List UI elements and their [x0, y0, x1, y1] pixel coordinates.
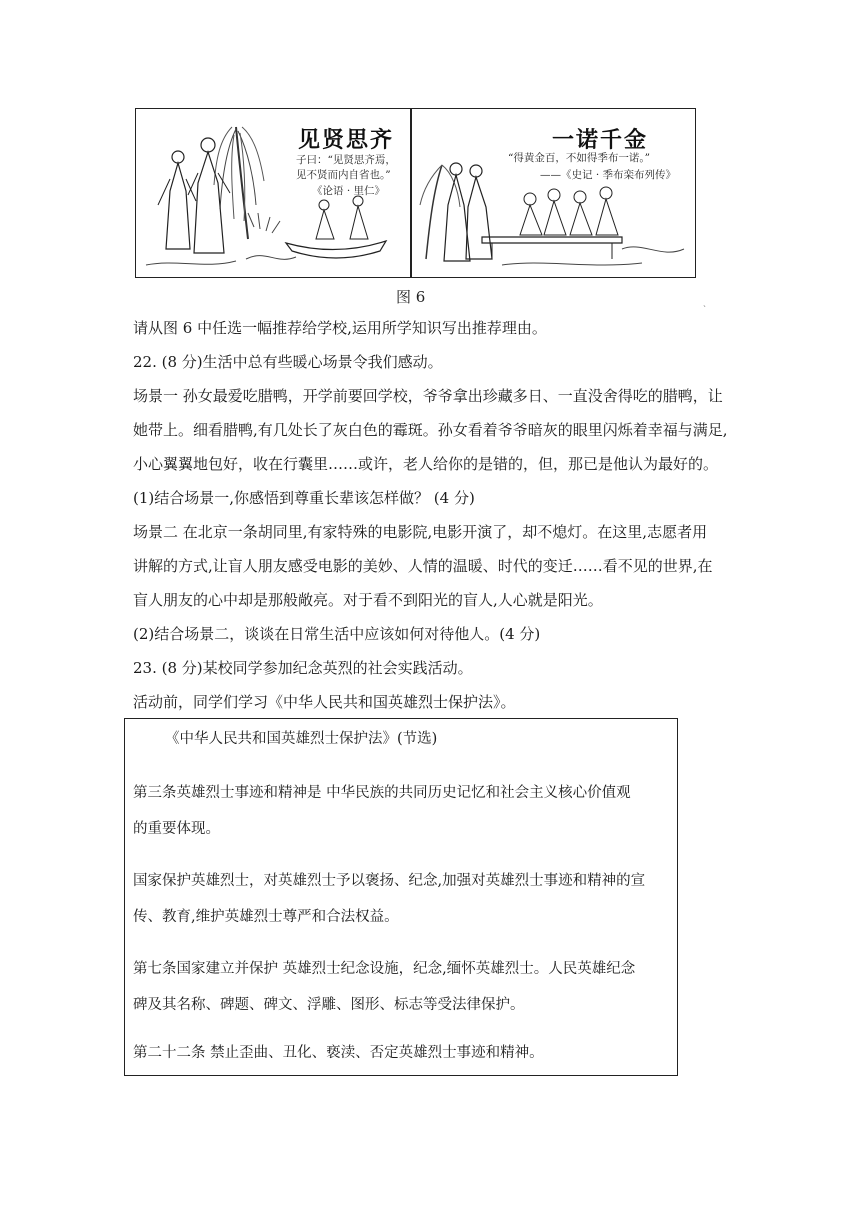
question-23-heading: 23. (8 分)某校同学参加纪念英烈的社会实践活动。	[133, 659, 473, 677]
left-panel-title: 见贤思齐	[298, 127, 395, 153]
left-panel-source: 《论语 · 里仁》	[312, 185, 386, 197]
law-excerpt-box	[124, 718, 678, 1076]
article-3-line-1: 第三条英雄烈士事迹和精神是 中华民族的共同历史记忆和社会主义核心价值观	[133, 785, 631, 801]
left-panel-quote-line2: 见不贤而内自省也。”	[296, 169, 391, 181]
figure-panel-right	[411, 108, 696, 278]
article-7-line-2: 碑及其名称、碑题、碑文、浮雕、图形、标志等受法律保护。	[133, 997, 525, 1013]
figure-caption: 图 6	[396, 288, 426, 306]
question-22-2: (2)结合场景二，谈谈在日常生活中应该如何对待他人。(4 分)	[133, 625, 541, 643]
scene-2-line-1: 场景二 在北京一条胡同里,有家特殊的电影院,电影开演了，却不熄灯。在这里,志愿者用	[133, 523, 708, 541]
scene-1-line-1: 场景一 孙女最爱吃腊鸭，开学前要回学校，爷爷拿出珍藏多日、一直没舍得吃的腊鸭，让	[133, 387, 723, 405]
right-panel-source: ——《史记 · 季布栾布列传》	[540, 169, 677, 181]
scene-2-line-3: 盲人朋友的心中却是那般敞亮。对于看不到阳光的盲人,人心就是阳光。	[133, 591, 603, 609]
article-3-line-3: 国家保护英雄烈士，对英雄烈士予以褒扬、纪念,加强对英雄烈士事迹和精神的宣	[133, 873, 646, 889]
article-3-line-2: 的重要体现。	[133, 821, 220, 837]
right-panel-quote: “得黄金百，不如得季布一诺。”	[508, 152, 650, 164]
scene-1-line-2: 她带上。细看腊鸭,有几处长了灰白色的霉斑。孙女看着爷爷暗灰的眼里闪烁着幸福与满足,	[133, 421, 728, 439]
activity-intro: 活动前，同学们学习《中华人民共和国英雄烈士保护法》。	[133, 693, 516, 711]
margin-mark: ˏ	[703, 298, 706, 308]
question-prompt: 请从图 6 中任选一幅推荐给学校,运用所学知识写出推荐理由。	[133, 319, 547, 337]
figure-6	[135, 108, 697, 280]
question-22-1: (1)结合场景一,你感悟到尊重长辈该怎样做？ (4 分)	[133, 489, 475, 507]
question-22-heading: 22. (8 分)生活中总有些暖心场景令我们感动。	[133, 353, 443, 371]
left-panel-quote-line1: 子曰：“见贤思齐焉，	[296, 154, 396, 166]
article-22-line: 第二十二条 禁止歪曲、丑化、亵渎、否定英雄烈士事迹和精神。	[133, 1045, 544, 1061]
figure-panel-left	[135, 108, 411, 278]
scene-1-line-3: 小心翼翼地包好，收在行囊里……或许，老人给你的是错的，但，那已是他认为最好的。	[133, 455, 719, 473]
article-3-line-4: 传、教育,维护英雄烈士尊严和合法权益。	[133, 909, 399, 925]
law-excerpt-title: 《中华人民共和国英雄烈士保护法》(节选)	[165, 731, 438, 747]
right-panel-title: 一诺千金	[552, 127, 649, 153]
article-7-line-1: 第七条国家建立并保护 英雄烈士纪念设施，纪念,缅怀英雄烈士。人民英雄纪念	[133, 961, 636, 977]
scene-2-line-2: 讲解的方式,让盲人朋友感受电影的美妙、人情的温暖、时代的变迁……看不见的世界,在	[133, 557, 713, 575]
